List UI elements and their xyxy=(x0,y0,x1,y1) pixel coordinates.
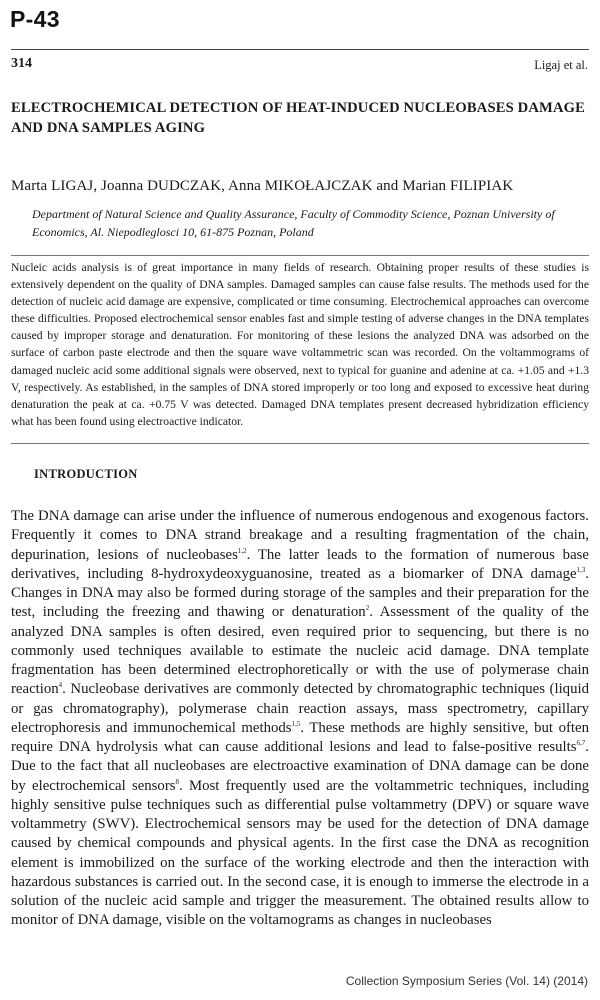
citation-ref: 2 xyxy=(365,604,370,613)
poster-id: P-43 xyxy=(10,6,60,32)
intro-text: . Assessment of the quality of the analyzed DNA samples is often desired, even required prior to sequencing, but there is no commonly used techniques available to estimate the nucleic acid damage. DNA template fragmentation has been determined electrophoretically or with the use of polymerase chain reaction xyxy=(11,604,589,698)
abstract-bottom-rule xyxy=(11,443,589,444)
intro-text: . Due to the fact that all nucleobases are electroactive examination of DNA damage can be done by electrochemical sensors xyxy=(11,739,589,794)
intro-text: . The latter leads to the formation of numerous base derivatives, including 8-hydroxydeoxyguanosine, treated as a biomarker of DNA damage xyxy=(11,546,589,582)
intro-text: . Changes in DNA may also be formed during storage of the samples and their preparation for the test, including the freezing and thawing or denaturation xyxy=(11,565,589,621)
abstract: Nucleic acids analysis is of great importance in many fields of research. Obtaining proper results of these studies is extensively dependent on the quality of DNA samples. Damaged samples can cause false results. The methods used for the detection of nucleic acid damage are expensive, complicated or time consuming. Electrochemical approaches can overcome these difficulties. Proposed electrochemical sensor enables fast and simple testing of adverse changes in the DNA templates caused by improper storage and denaturation. For monitoring of these lesions the analyzed DNA was adsorbed on the surface of carbon paste electrode and then the square wave voltammetric scan was recorded. On the voltammograms of damaged nucleic acid some additional signals were observed, next to typical for guanine and adenine at ca. +1.05 and +1.3 V, respectively. As established, in the samples of DNA stored improperly or too long and exposed to excessive heat during denaturation the peak at ca. +0.75 V was detected. Damaged DNA templates present decreased hybridization efficiency what has been found using electroactive indicator. xyxy=(11,261,589,428)
header-rule xyxy=(11,49,589,50)
affiliation: Department of Natural Science and Quality Assurance, Faculty of Commodity Science, Poznan University of Economics, Al. Niepodleglosci 10, 61-875 Poznan, Poland xyxy=(32,207,555,239)
citation-ref: 1,2 xyxy=(237,546,247,555)
introduction-paragraph xyxy=(11,507,589,931)
author-list: Marta LIGAJ, Joanna DUDCZAK, Anna MIKOŁAJCZAK and Marian FILIPIAK xyxy=(11,178,514,194)
intro-text: The DNA damage can arise under the influence of numerous endogenous and exogenous factors. Frequently it comes to DNA strand breakage and a resulting fragmentation of the chain, depurination, lesions of nucleobases xyxy=(11,508,589,563)
page-number: 314 xyxy=(11,56,32,71)
citation-ref: 1,5 xyxy=(291,719,301,728)
citation-ref: 1,3 xyxy=(576,565,586,574)
citation-ref: 8 xyxy=(175,777,180,786)
footer-series: Collection Symposium Series (Vol. 14) (2014) xyxy=(345,974,588,988)
intro-text: . Most frequently used are the voltammetric techniques, including highly sensitive pulse techniques such as differential pulse voltammetry (DPV) or square wave voltammetry (SWV). Electrochemical sensors may be used for the detection of DNA damage caused by chemical compounds and physical agents. In the first case the DNA as recognition element is immobilized on the surface of the working electrode and then the interaction with hazardous substances is carried out. In the second case, it is enough to immerse the electrode in a solution of the nucleic acid sample and trigger the measurement. The obtained results allow to monitor of DNA damage, visible on the voltamograms as changes in nucleobases xyxy=(11,777,590,929)
article-title: ELECTROCHEMICAL DETECTION OF HEAT-INDUCED NUCLEOBASES DAMAGE AND DNA SAMPLES AGING xyxy=(11,100,586,136)
intro-text: . Nucleobase derivatives are commonly detected by chromatographic techniques (liquid or gas chromatography), polymerase chain reaction assays, mass spectrometry, capillary electrophoresis and immunochemical methods xyxy=(11,681,589,736)
section-heading-introduction: INTRODUCTION xyxy=(34,467,138,481)
citation-ref: 4 xyxy=(58,681,63,690)
citation-ref: 6,7 xyxy=(576,739,586,748)
abstract-top-rule xyxy=(11,255,589,256)
running-head: Ligaj et al. xyxy=(534,58,588,72)
intro-text: . These methods are highly sensitive, but often require DNA hydrolysis what can cause additional lesions and lead to false-positive results xyxy=(11,719,589,755)
